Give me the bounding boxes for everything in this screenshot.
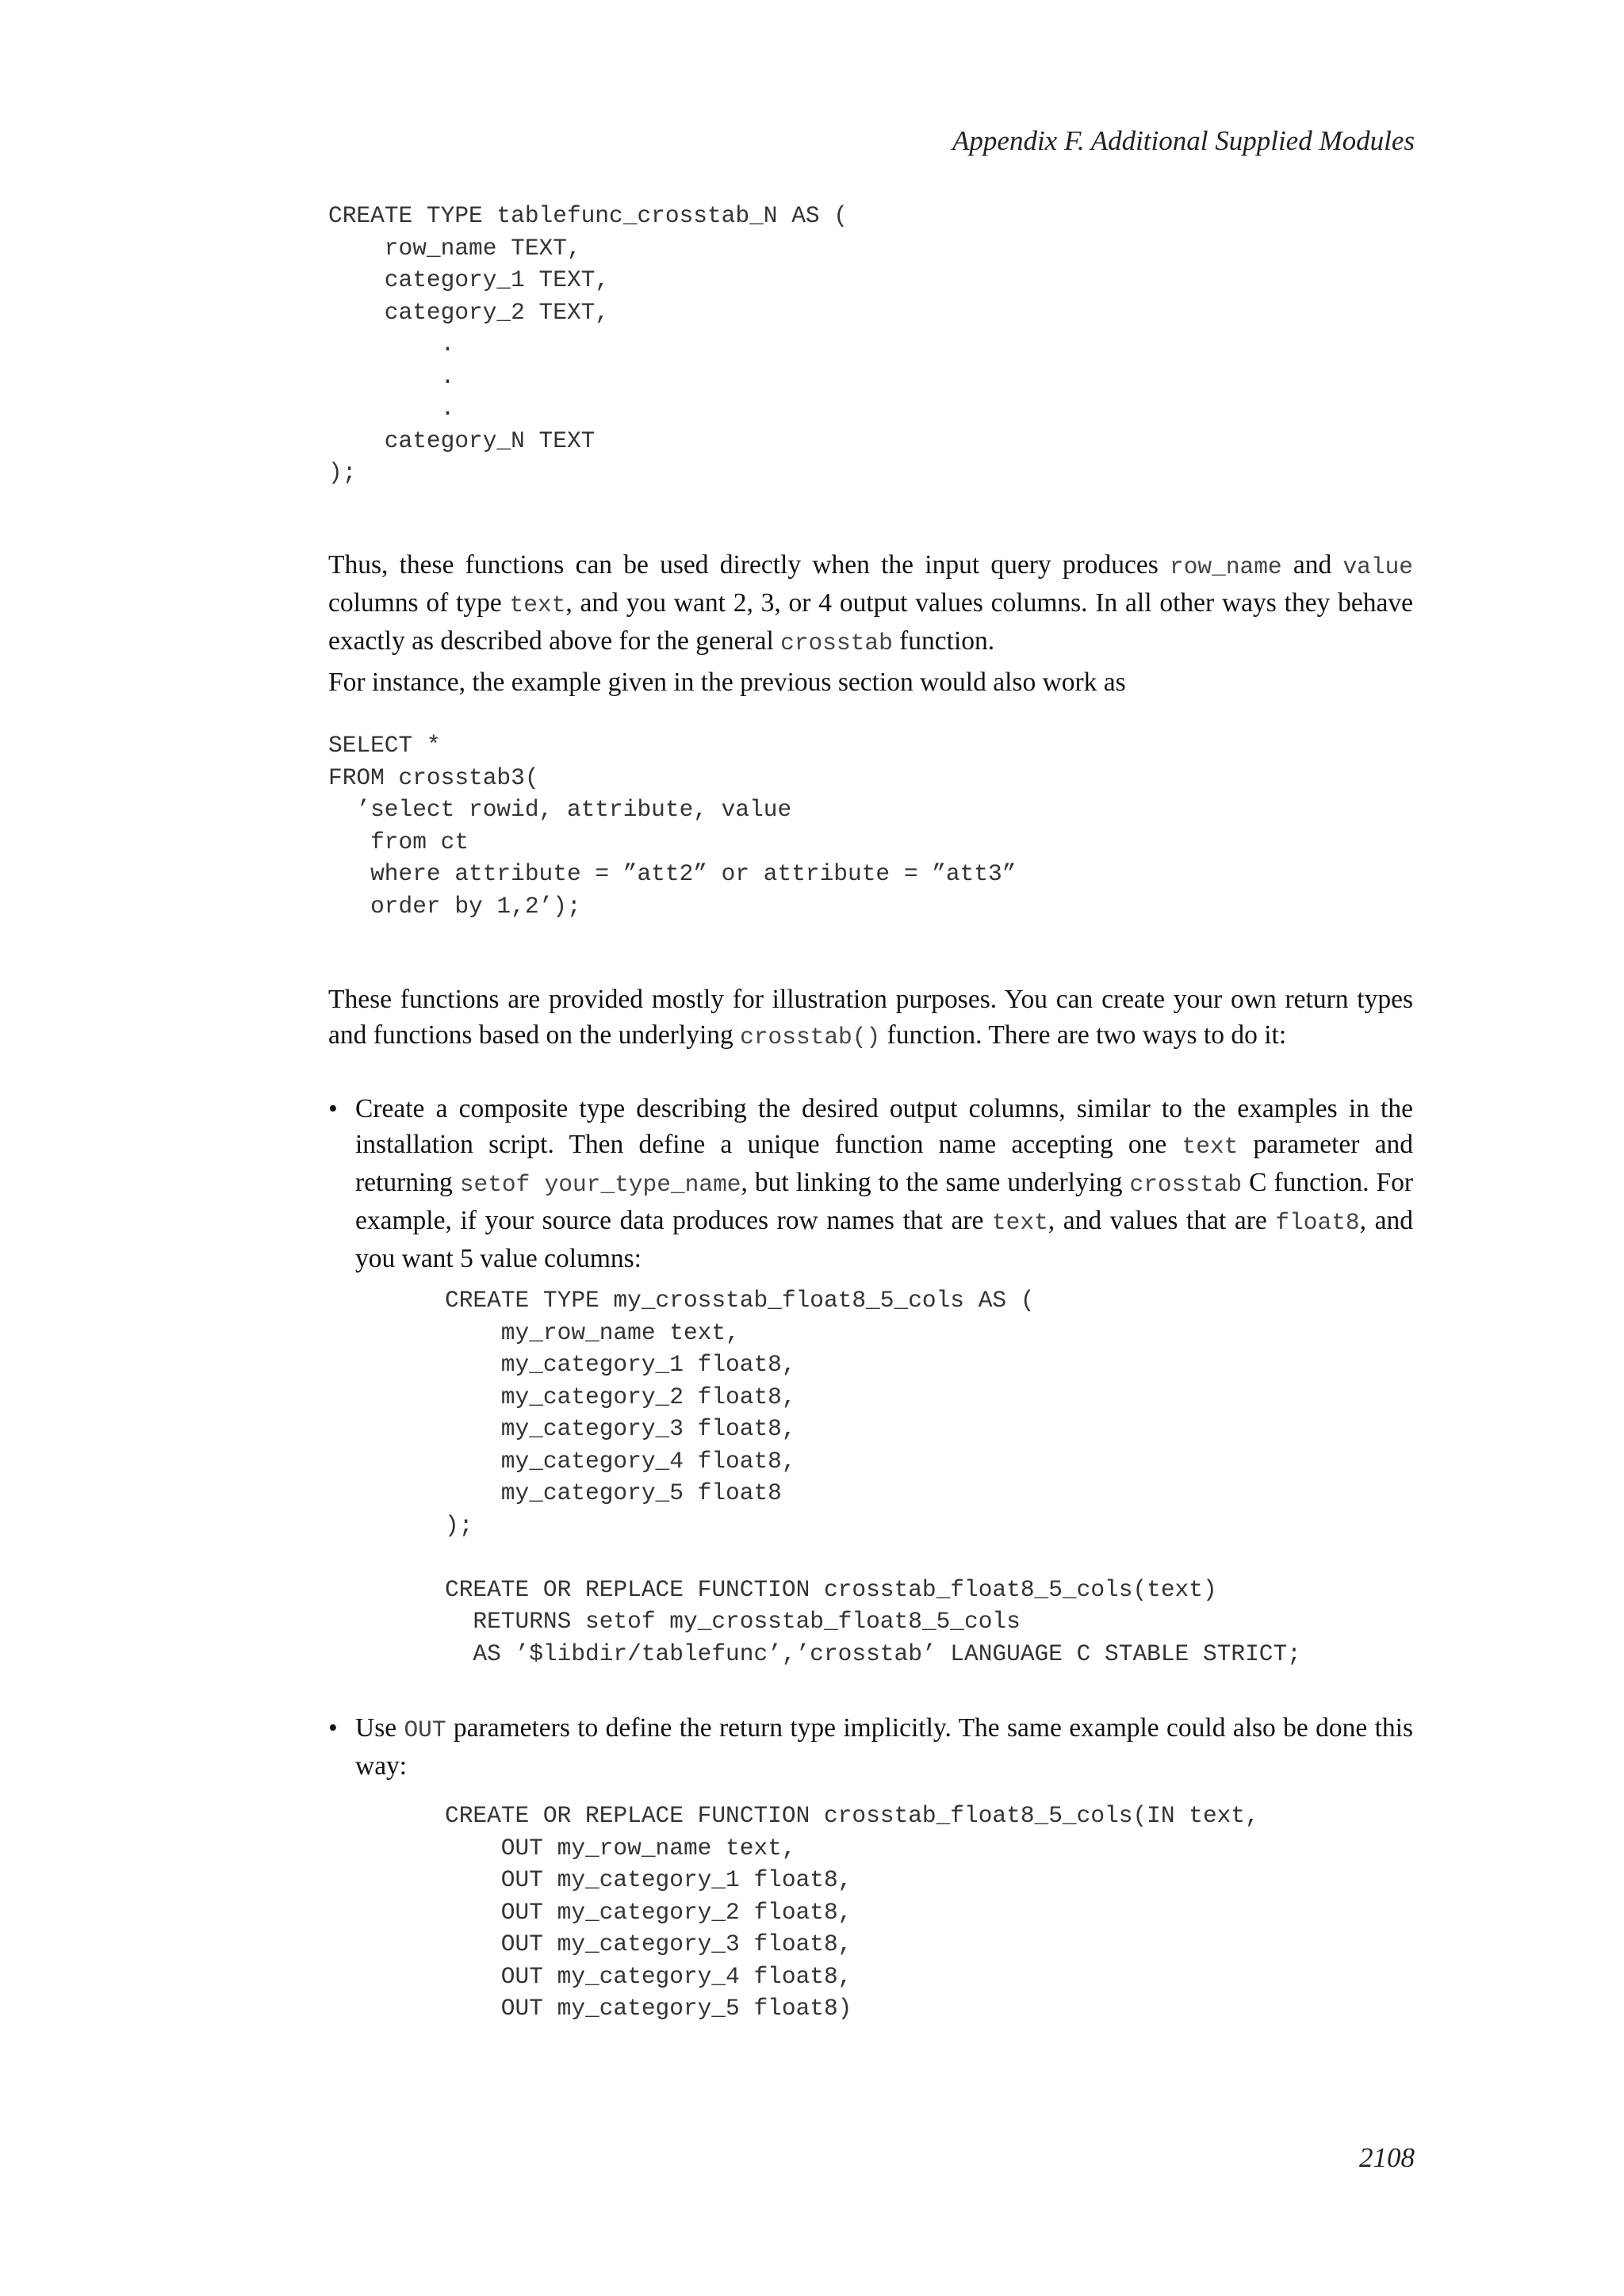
- paragraph-instance: For instance, the example given in the previous section would also work as: [328, 668, 1126, 697]
- list-item-out-parameters: [328, 1710, 1413, 1784]
- bullet-marker: •: [328, 1713, 338, 1743]
- list-item-composite-type: [328, 1091, 1413, 1276]
- code-block-out-parameters: CREATE OR REPLACE FUNCTION crosstab_float8_5_cols(IN text, OUT my_row_name text, OUT my_category_1 float8, OUT my_category_2 float8, OUT my_category_3 float8, OUT my_category_4 float8, OUT my_category_5 float8): [445, 1802, 1259, 2022]
- code-block-composite-type: CREATE TYPE my_crosstab_float8_5_cols AS ( my_row_name text, my_category_1 float8, my_category_2 float8, my_category_3 float8, my_category_4 float8, my_category_5 float8 ); CREATE OR REPLACE FUNCTION crosstab_float8_5_cols(text) RETURNS setof my_crosstab_float8_5_cols AS ’$libdir/tablefunc’,’crosstab’ LANGUAGE C STABLE STRICT;: [445, 1287, 1301, 1667]
- list-item-text: Use OUT parameters to define the return type implicitly. The same example could also be done this way:: [355, 1713, 1413, 1781]
- paragraph-usage: Thus, these functions can be used directly when the input query produces row_name and value columns of type text, and you want 2, 3, or 4 output values columns. In all other ways they behave exactly as described above for the general crosstab function.: [328, 550, 1413, 656]
- bullet-marker: •: [328, 1094, 338, 1123]
- running-header: Appendix F. Additional Supplied Modules: [952, 125, 1415, 156]
- page-number: 2108: [1359, 2142, 1415, 2173]
- list-item-text: Create a composite type describing the desired output columns, similar to the examples in the installation script. Then define a unique function name accepting one text parameter and returning setof your_type_name, but linking to the same underlying crosstab C function. For example, if your source data produces row names that are text, and values that are float8, and you want 5 value columns:: [355, 1094, 1414, 1273]
- code-block-type-definition: CREATE TYPE tablefunc_crosstab_N AS ( row_name TEXT, category_1 TEXT, category_2 TEXT, . . . category_N TEXT );: [328, 202, 848, 486]
- code-block-select-example: SELECT * FROM crosstab3( ’select rowid, attribute, value from ct where attribute = ”att2” or attribute = ”att3” order by 1,2’);: [328, 732, 1017, 920]
- paragraph-illustration: These functions are provided mostly for illustration purposes. You can create your own return types and functions based on the underlying crosstab() function. There are two ways to do it:: [328, 985, 1413, 1050]
